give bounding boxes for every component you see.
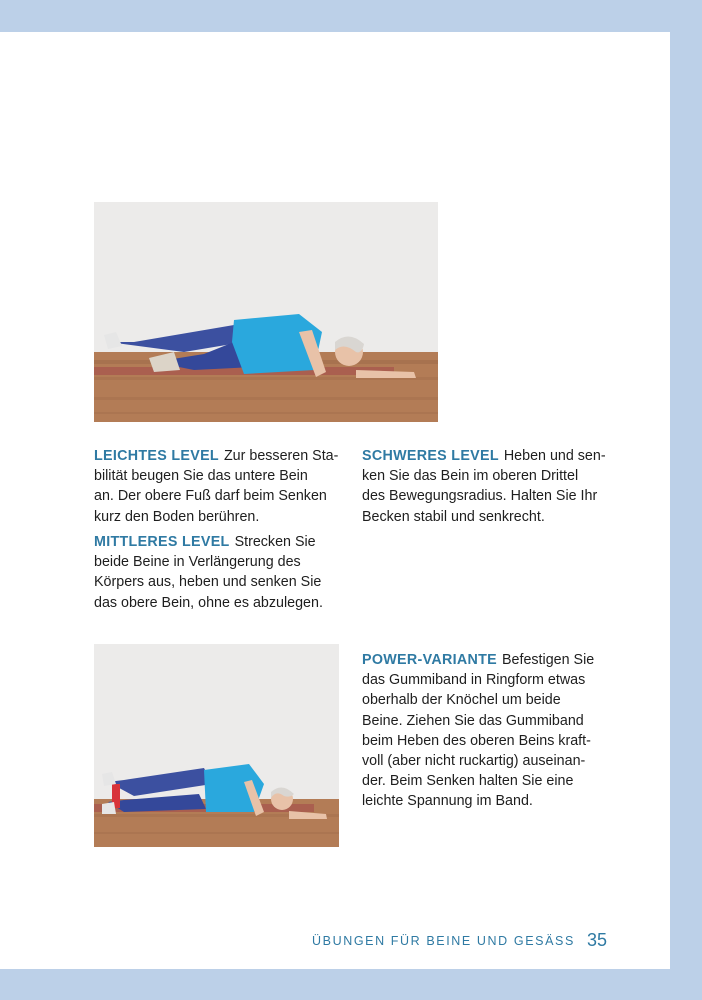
text-line: des Bewegungsradius. Halten Sie Ihr: [362, 488, 598, 505]
text-line: Beine. Ziehen Sie das Gummiband: [362, 712, 584, 729]
text-line: Strecken Sie: [234, 534, 316, 550]
exercise-photo-top: [94, 202, 438, 422]
text-block-power: [362, 650, 622, 812]
text-line: Körpers aus, heben und senken Sie: [94, 574, 322, 591]
text-block-leichtes: [94, 446, 346, 527]
text-line: Zur besseren Sta-: [223, 448, 339, 464]
text-line: leichte Spannung im Band.: [362, 793, 533, 810]
heading-leichtes: LEICHTES LEVEL: [94, 448, 219, 464]
book-page: [0, 32, 670, 969]
text-line: an. Der obere Fuß darf beim Senken: [94, 488, 327, 505]
text-line: beim Heben des oberen Beins kraft-: [362, 732, 591, 749]
text-line: das obere Bein, ohne es abzulegen.: [94, 594, 323, 611]
text-line: beide Beine in Verlängerung des: [94, 554, 301, 571]
text-line: bilität beugen Sie das untere Bein: [94, 468, 308, 485]
heading-schweres: SCHWERES LEVEL: [362, 448, 499, 464]
text-block-mittleres: [94, 532, 346, 613]
page-number: 35: [587, 930, 608, 950]
heading-power: POWER-VARIANTE: [362, 652, 497, 668]
heading-mittleres: MITTLERES LEVEL: [94, 534, 230, 550]
text-line: Befestigen Sie: [502, 652, 595, 668]
text-block-schweres: [362, 446, 622, 527]
footer-section-title: ÜBUNGEN FÜR BEINE UND GESÄSS: [312, 934, 575, 948]
text-line: das Gummiband in Ringform etwas: [362, 672, 586, 689]
text-line: kurz den Boden berühren.: [94, 508, 260, 525]
text-line: voll (aber nicht ruckartig) auseinan-: [362, 753, 586, 770]
text-line: ken Sie das Bein im oberen Drittel: [362, 468, 579, 485]
text-line: oberhalb der Knöchel um beide: [362, 692, 561, 709]
text-line: der. Beim Senken halten Sie eine: [362, 773, 574, 790]
text-line: Heben und sen-: [503, 448, 606, 464]
exercise-photo-bottom: [94, 644, 339, 847]
text-line: Becken stabil und senkrecht.: [362, 508, 545, 525]
